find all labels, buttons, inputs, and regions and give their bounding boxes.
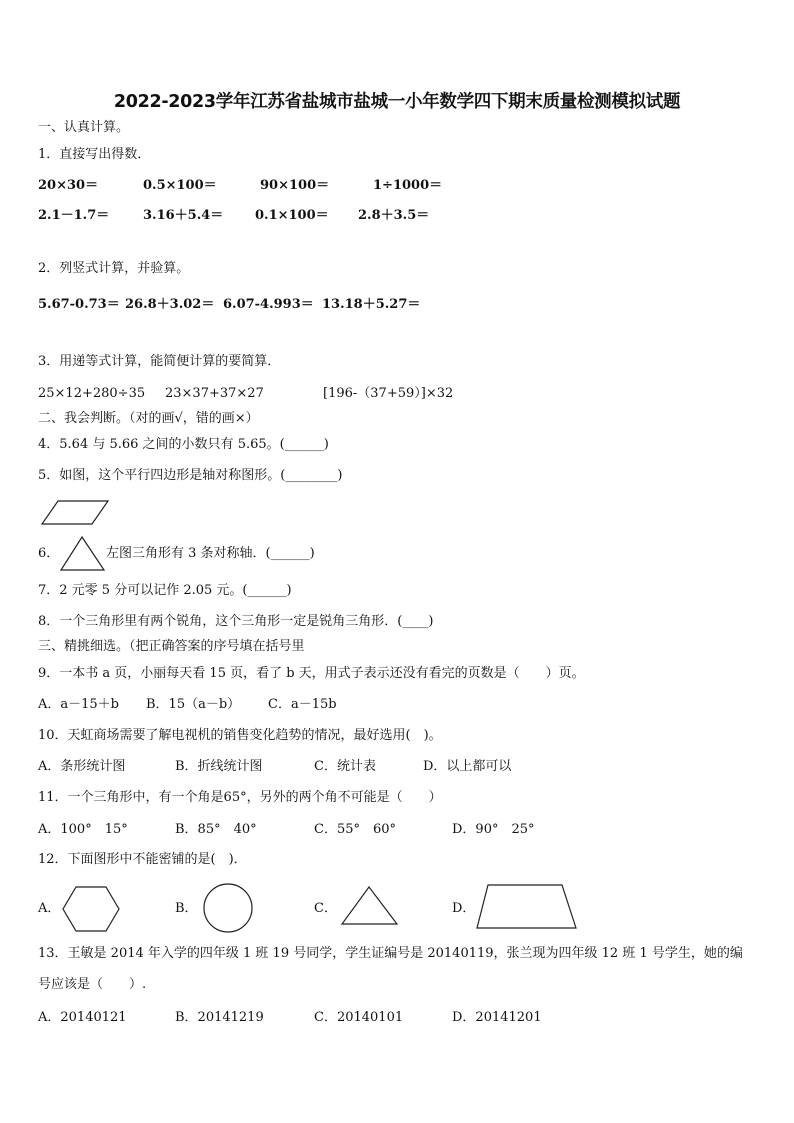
q9-option-c: C．a－15b	[268, 697, 337, 712]
question-11-stem: 11．一个三角形中，有一个角是65°，另外的两个角不可能是（ ）	[38, 790, 442, 805]
q1-item: 2.8＋3.5＝	[358, 208, 430, 223]
section-heading-3: 三、精挑细选。（把正确答案的序号填在括号里	[38, 639, 305, 654]
q3-item: 25×12+280÷35	[38, 386, 146, 401]
q1-item: 2.1－1.7＝	[38, 208, 110, 223]
circle-figure	[203, 883, 253, 933]
q11-option-b: B．85° 40°	[175, 822, 257, 837]
question-6-number: 6．	[38, 546, 60, 561]
q12-label-a: A．	[38, 901, 61, 916]
q3-item: 23×37+37×27	[165, 386, 264, 401]
triangle-figure	[60, 536, 106, 572]
parallelogram-figure	[40, 500, 110, 526]
q10-option-a: A．条形统计图	[38, 759, 126, 774]
hexagon-figure	[61, 886, 121, 932]
q10-option-c: C．统计表	[314, 759, 376, 774]
q13-option-d: D．20141201	[452, 1010, 542, 1025]
question-1-stem: 1．直接写出得数．	[38, 147, 151, 162]
question-2-stem: 2．列竖式计算，并验算。	[38, 261, 190, 276]
q12-label-c: C．	[314, 901, 337, 916]
trapezoid-figure	[476, 883, 578, 931]
q2-item: 6.07-4.993＝	[223, 297, 314, 312]
q10-option-b: B．折线统计图	[175, 759, 263, 774]
q2-item: 5.67-0.73＝	[38, 297, 120, 312]
triangle-option-figure	[340, 886, 400, 926]
q13-option-c: C．20140101	[314, 1010, 404, 1025]
q10-option-d: D．以上都可以	[423, 759, 512, 774]
q1-item: 3.16＋5.4＝	[143, 208, 224, 223]
q1-item: 0.5×100＝	[143, 178, 217, 193]
q11-option-d: D．90° 25°	[452, 822, 535, 837]
question-10-stem: 10．天虹商场需要了解电视机的销售变化趋势的情况，最好选用( )。	[38, 728, 442, 743]
q12-label-b: B．	[175, 901, 198, 916]
q13-option-a: A．20140121	[38, 1010, 127, 1025]
question-4: 4．5.64 与 5.66 之间的小数只有 5.65。(______)	[38, 437, 329, 452]
question-6-text: 左图三角形有 3 条对称轴．(______)	[106, 546, 315, 561]
q1-item: 1÷1000＝	[373, 178, 443, 193]
q9-option-b: B．15（a－b）	[146, 697, 241, 712]
question-12-stem: 12．下面图形中不能密铺的是( )．	[38, 852, 247, 867]
question-9-stem: 9．一本书 a 页，小丽每天看 15 页，看了 b 天，用式子表示还没有看完的页数是（ ）页。	[38, 666, 585, 681]
section-heading-2: 二、我会判断。（对的画√，错的画×）	[38, 411, 259, 426]
q3-item: [196-（37+59）]×32	[323, 386, 454, 401]
question-13-stem-line2: 号应该是（ ）.	[38, 977, 147, 992]
page-title: 2022-2023学年江苏省盐城市盐城一小年数学四下期末质量检测模拟试题	[113, 92, 681, 112]
question-3-stem: 3．用递等式计算，能简便计算的要简算．	[38, 354, 281, 369]
q9-option-a: A．a－15＋b	[38, 697, 120, 712]
question-13-stem-line1: 13．王敏是 2014 年入学的四年级 1 班 19 号同学，学生证编号是 20140119，张兰现为四年级 12 班 1 号学生，她的编	[38, 946, 743, 961]
q1-item: 0.1×100＝	[255, 208, 329, 223]
q13-option-b: B．20141219	[175, 1010, 264, 1025]
question-7: 7．2 元零 5 分可以记作 2.05 元。(______)	[38, 583, 292, 598]
q12-label-d: D．	[452, 901, 476, 916]
question-8: 8．一个三角形里有两个锐角，这个三角形一定是锐角三角形．(____)	[38, 614, 434, 629]
q11-option-a: A．100° 15°	[38, 822, 128, 837]
question-5: 5．如图，这个平行四边形是轴对称图形。(________)	[38, 468, 343, 483]
q2-item: 26.8＋3.02＝	[125, 297, 215, 312]
section-heading-1: 一、认真计算。	[38, 120, 130, 135]
q1-item: 90×100＝	[260, 178, 330, 193]
q2-item: 13.18＋5.27＝	[322, 297, 421, 312]
q11-option-c: C．55° 60°	[314, 822, 397, 837]
q1-item: 20×30＝	[38, 178, 99, 193]
